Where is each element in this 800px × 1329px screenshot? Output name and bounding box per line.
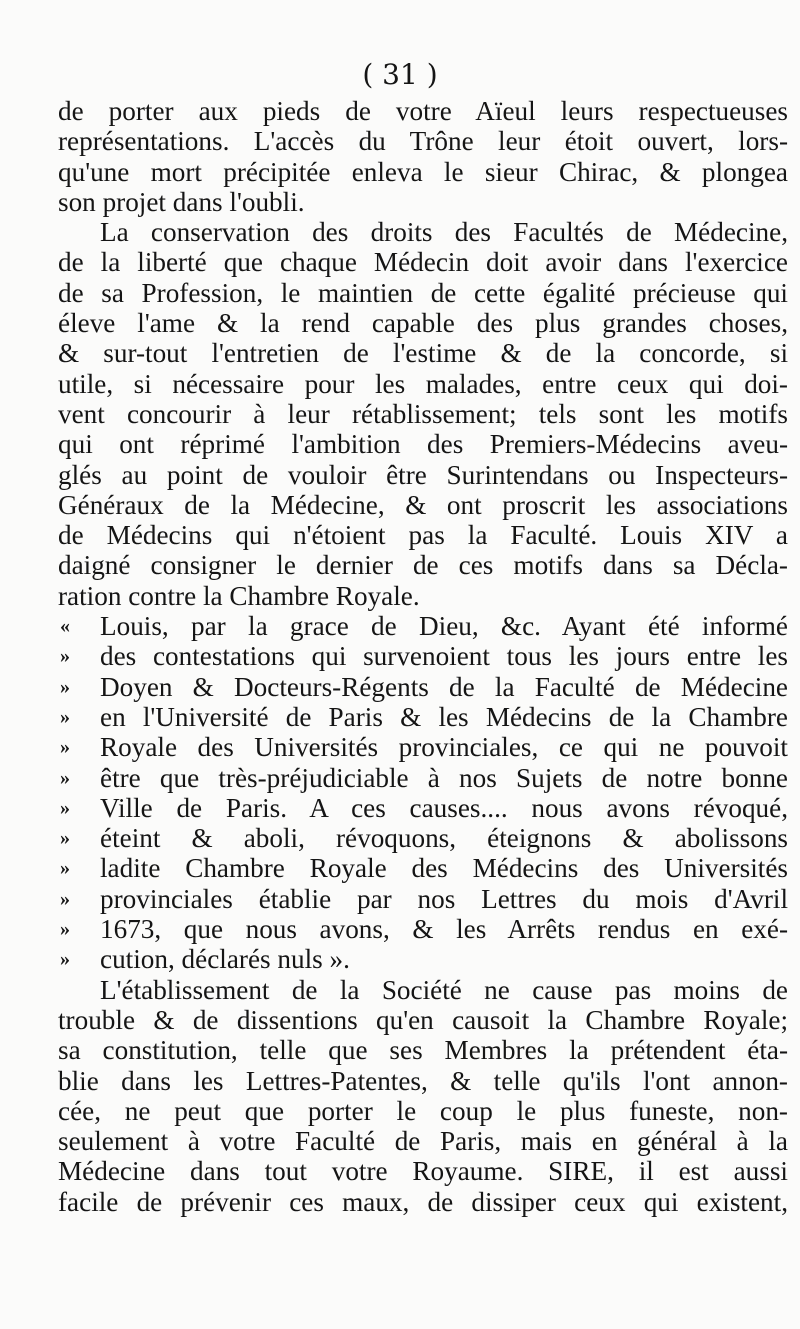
paragraph-2	[58, 217, 788, 611]
paragraph-4	[58, 975, 788, 1217]
guillemet-mark: »	[60, 645, 70, 668]
quote-line	[58, 884, 788, 914]
text-line: blie dans les Lettres-Patentes, & telle qu'ils l'ont annon-	[58, 1065, 788, 1096]
guillemet-mark: »	[60, 857, 70, 880]
quote-line	[58, 611, 788, 641]
quote-line	[58, 853, 788, 883]
quote-text: des contestations qui survenoient tous les jours entre les	[100, 641, 788, 672]
text-line: de la liberté que chaque Médecin doit avoir dans l'exercice	[58, 247, 788, 278]
quote-line	[58, 944, 788, 974]
quote-text: Royale des Universités provinciales, ce qui ne pouvoit	[100, 732, 788, 763]
text-line: son projet dans l'oubli.	[58, 186, 305, 217]
quote-text: cution, déclarés nuls ».	[100, 944, 350, 975]
quote-line	[58, 672, 788, 702]
quote-text: Louis, par la grace de Dieu, &c. Ayant été informé	[100, 611, 788, 642]
quote-line	[58, 823, 788, 853]
quote-text: éteint & aboli, révoquons, éteignons & abolissons	[100, 823, 788, 854]
text-line: représentations. L'accès du Trône leur étoit ouvert, lors-	[58, 126, 788, 157]
text-line: La conservation des droits des Facultés de Médecine,	[100, 217, 788, 248]
guillemet-mark: »	[60, 827, 70, 850]
text-line: ration contre la Chambre Royale.	[58, 580, 420, 611]
text-line: glés au point de vouloir être Surintendans ou Inspecteurs-	[58, 459, 788, 490]
text-line: qu'une mort précipitée enleva le sieur Chirac, & plongea	[58, 156, 788, 187]
text-line: utile, si nécessaire pour les malades, entre ceux qui doi-	[58, 368, 788, 399]
quote-line	[58, 641, 788, 671]
quote-line	[58, 763, 788, 793]
text-line: vent concourir à leur rétablissement; tels sont les motifs	[58, 398, 788, 429]
text-line: seulement à votre Faculté de Paris, mais en général à la	[58, 1126, 788, 1157]
guillemet-mark: »	[60, 736, 70, 759]
paragraph-1	[58, 96, 788, 217]
guillemet-mark: «	[60, 615, 70, 638]
guillemet-mark: »	[60, 705, 70, 728]
text-line: de sa Profession, le maintien de cette égalité précieuse qui	[58, 277, 788, 308]
text-line: de porter aux pieds de votre Aïeul leurs respectueuses	[58, 96, 788, 126]
guillemet-mark: »	[60, 796, 70, 819]
page-number: ( 31 )	[362, 58, 438, 91]
quote-line	[58, 732, 788, 762]
text-line: Généraux de la Médecine, & ont proscrit les associations	[58, 489, 788, 520]
quote-text: Doyen & Docteurs-Régents de la Faculté de Médecine	[100, 671, 788, 702]
text-line: éleve l'ame & la rend capable des plus grandes choses,	[58, 308, 788, 339]
body-text	[58, 96, 788, 1217]
guillemet-mark: »	[60, 675, 70, 698]
quotation-block	[58, 611, 788, 975]
text-line: sa constitution, telle que ses Membres la prétendent éta-	[58, 1035, 788, 1066]
text-line: daigné consigner le dernier de ces motifs dans sa Décla-	[58, 550, 788, 581]
quote-text: en l'Université de Paris & les Médecins de la Chambre	[100, 701, 788, 732]
quote-line	[58, 914, 788, 944]
text-line: cée, ne peut que porter le coup le plus funeste, non-	[58, 1095, 788, 1126]
quote-line	[58, 793, 788, 823]
quote-text: Ville de Paris. A ces causes.... nous avons révoqué,	[100, 792, 788, 823]
text-line: qui ont réprimé l'ambition des Premiers-Médecins aveu-	[58, 429, 788, 460]
text-line: L'établissement de la Société ne cause pas moins de	[100, 974, 788, 1005]
quote-text: ladite Chambre Royale des Médecins des Universités	[100, 853, 788, 884]
quote-line	[58, 702, 788, 732]
guillemet-mark: »	[60, 948, 70, 971]
text-line: facile de prévenir ces maux, de dissiper ceux qui existent,	[58, 1186, 788, 1217]
text-line: trouble & de dissentions qu'en causoit la Chambre Royale;	[58, 1004, 788, 1035]
text-line: Médecine dans tout votre Royaume. SIRE, il est aussi	[58, 1156, 788, 1187]
text-line: & sur-tout l'entretien de l'estime & de la concorde, si	[58, 338, 788, 369]
guillemet-mark: »	[60, 766, 70, 789]
guillemet-mark: »	[60, 918, 70, 941]
quote-text: être que très-préjudiciable à nos Sujets de notre bonne	[100, 762, 788, 793]
text-line: de Médecins qui n'étoient pas la Faculté. Louis XIV a	[58, 520, 788, 551]
guillemet-mark: »	[60, 887, 70, 910]
quote-text: provinciales établie par nos Lettres du mois d'Avril	[100, 883, 788, 914]
quote-text: 1673, que nous avons, & les Arrêts rendus en exé-	[100, 914, 788, 945]
